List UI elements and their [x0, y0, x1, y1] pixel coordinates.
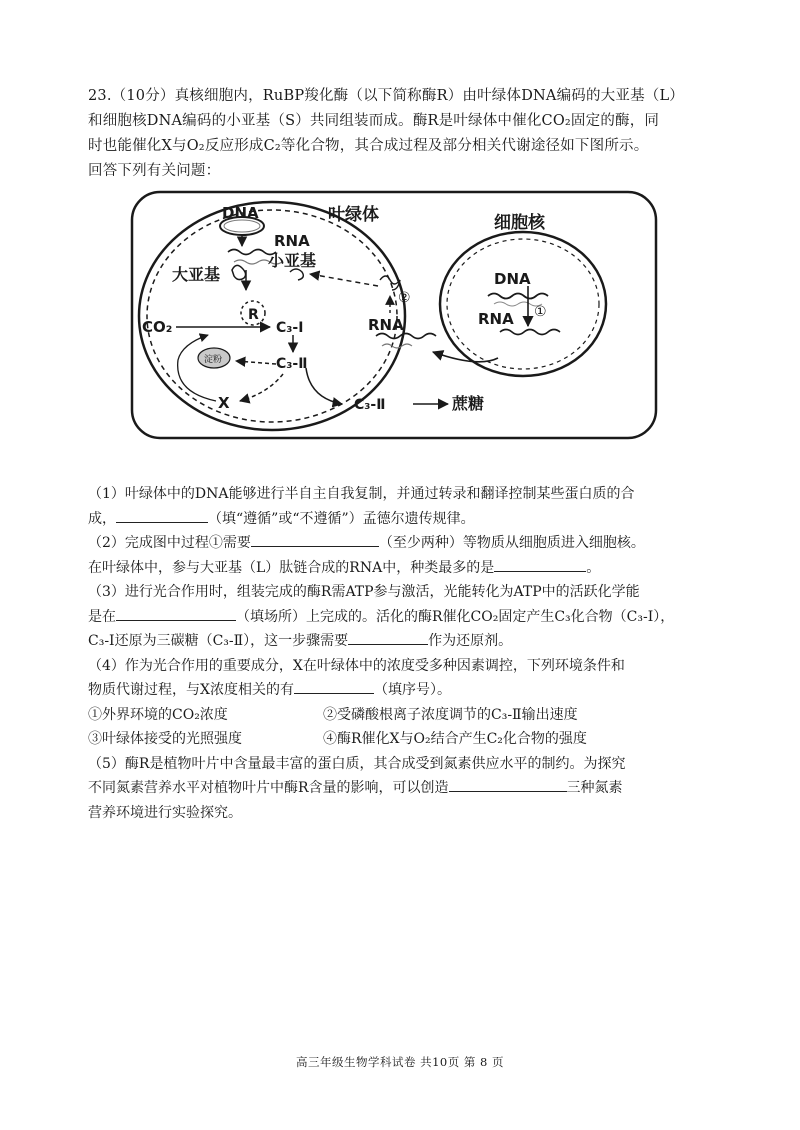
nucleus-dna-label: DNA — [494, 270, 531, 288]
q3-text: C₃-Ⅰ还原为三碳糖（C₃-Ⅱ），这一步骤需要 — [88, 633, 349, 649]
co2-label: CO₂ — [142, 318, 173, 336]
q1-line — [88, 507, 718, 532]
sucrose-label: 蔗糖 — [452, 394, 485, 413]
q5-line: 营养环境进行实验探究。 — [88, 804, 242, 821]
answer-blank-q3a[interactable] — [116, 605, 236, 621]
q5-text: 不同氮素营养水平对植物叶片中酶R含量的影响，可以创造 — [88, 780, 449, 796]
option-2: ②受磷酸根离子浓度调节的C₃-Ⅱ输出速度 — [323, 706, 578, 723]
q3-text: （填场所）上完成的。活化的酶R催化CO₂固定产生C₃化合物（C₃-Ⅰ）， — [236, 608, 675, 625]
q3-line — [88, 605, 718, 630]
cytoplasm-rna-strand — [376, 334, 436, 339]
q4-line — [88, 678, 718, 703]
answer-blank-q5[interactable] — [449, 776, 567, 792]
answer-blank-q2b[interactable] — [494, 556, 586, 572]
q2-text: 。 — [586, 559, 601, 576]
chloroplast-dna-label: DNA — [222, 204, 259, 222]
answer-blank-q3b[interactable] — [348, 629, 428, 645]
x-label: X — [218, 394, 230, 412]
q1-text: 成， — [88, 510, 116, 527]
q2-text: 在叶绿体中，参与大亚基（L）肽链合成的RNA中，种类最多的是 — [88, 559, 495, 576]
q3-line — [88, 629, 718, 654]
q5-text: 三种氮素 — [566, 780, 623, 796]
answer-blank-q1[interactable] — [116, 507, 208, 523]
q3-text: 是在 — [88, 608, 116, 625]
q4-text: （填序号）。 — [373, 682, 451, 698]
q1-line: （1）叶绿体中的DNA能够进行半自主自我复制，并通过转录和翻译控制某些蛋白质的合 — [88, 486, 635, 502]
nucleus-rna-strand — [500, 330, 560, 335]
cytoplasm-rna-label: RNA — [368, 316, 404, 334]
q2-line — [88, 556, 718, 581]
page-footer: 高三年级生物学科试卷 共10页 第 8 页 — [295, 1055, 505, 1069]
c3-i-label: C₃-Ⅰ — [276, 320, 304, 336]
q5-line — [88, 776, 718, 801]
nucleus-dna-strand — [488, 294, 548, 299]
process-1-label: ① — [534, 304, 547, 320]
q3-line: （3）进行光合作用时，组装完成的酶R需ATP参与激活，光能转化为ATP中的活跃化学能 — [88, 584, 640, 600]
starch-label: 淀粉 — [204, 355, 223, 365]
q4-line: （4）作为光合作用的重要成分，X在叶绿体中的浓度受多种因素调控，下列环境条件和 — [88, 657, 625, 674]
q2-text: （至少两种）等物质从细胞质进入细胞核。 — [378, 535, 645, 551]
answer-blank-q4[interactable] — [294, 678, 374, 694]
cell-frame — [132, 192, 656, 438]
intro-line: 23.（10分）真核细胞内，RuBP羧化酶（以下简称酶R）由叶绿体DNA编码的大亚基（L） — [88, 88, 685, 104]
chloroplast-inner — [147, 210, 397, 422]
option-1: ①外界环境的CO₂浓度 — [88, 706, 228, 723]
q2-text: （2）完成图中过程①需要 — [88, 535, 251, 551]
question-intro — [88, 84, 718, 184]
small-subunit-shape — [290, 269, 303, 280]
nucleus-rna-label: RNA — [478, 310, 514, 328]
synthesis-diagram — [128, 188, 662, 442]
process-2-label: ② — [398, 290, 411, 306]
q4-text: 物质代谢过程，与X浓度相关的有 — [88, 682, 294, 698]
intro-line: 时也能催化X与O₂反应形成C₂等化合物，其合成过程及部分相关代谢途径如下图所示。 — [88, 138, 649, 154]
q3-text: 作为还原剂。 — [428, 633, 513, 649]
large-subunit-shape — [232, 265, 246, 279]
small-subunit-label: 小亚基 — [268, 251, 317, 270]
chloroplast-label: 叶绿体 — [328, 205, 379, 225]
chloroplast-outer — [139, 202, 405, 430]
q2-line — [88, 531, 718, 556]
nucleus-inner — [447, 239, 599, 369]
nucleus-label: 细胞核 — [494, 213, 545, 233]
c3-ii-output-label: C₃-Ⅱ — [354, 397, 386, 413]
intro-line: 回答下列有关问题： — [88, 163, 221, 179]
sub-questions — [88, 482, 718, 825]
answer-blank-q2a[interactable] — [251, 531, 379, 547]
enzyme-r-label: R — [248, 307, 259, 323]
q5-line: （5）酶R是植物叶片中含量最丰富的蛋白质，其合成受到氮素供应水平的制约。为探究 — [88, 755, 626, 772]
option-3: ③叶绿体接受的光照强度 — [88, 731, 242, 747]
nucleus-outer — [440, 232, 606, 376]
intro-line: 和细胞核DNA编码的小亚基（S）共同组装而成。酶R是叶绿体中催化CO₂固定的酶，同 — [88, 113, 660, 129]
option-4: ④酶R催化X与O₂结合产生C₂化合物的强度 — [323, 731, 587, 747]
q4-options — [88, 703, 718, 752]
chloroplast-rna-label: RNA — [274, 232, 310, 250]
q1-text: （填“遵循”或“不遵循”）孟德尔遗传规律。 — [208, 510, 475, 527]
large-subunit-label: 大亚基 — [172, 265, 221, 284]
c3-ii-label: C₃-Ⅱ — [276, 356, 308, 372]
